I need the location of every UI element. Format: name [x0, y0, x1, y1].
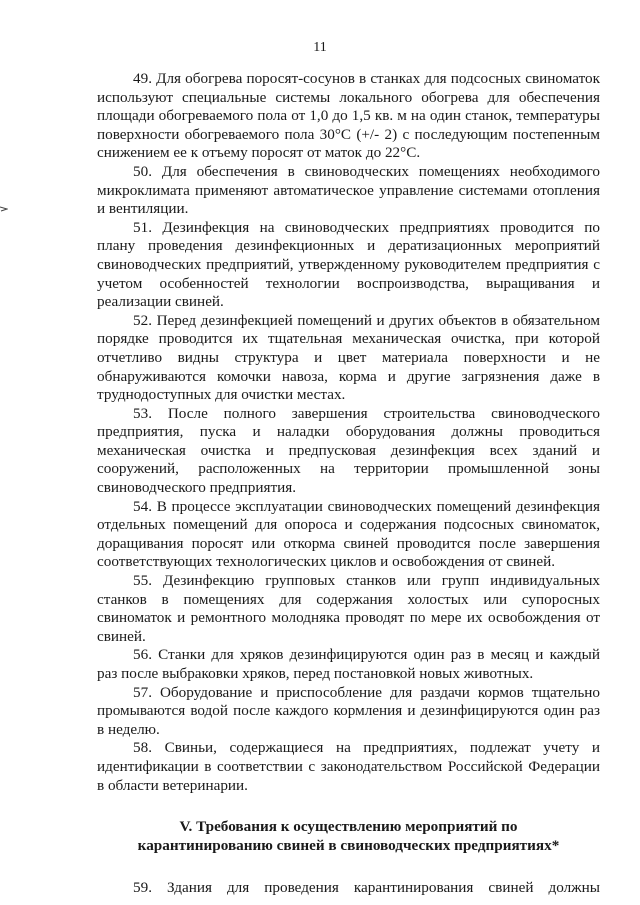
paragraph-55: 55. Дезинфекцию групповых станков или групп индивидуальных станков в помещениях для содержания холостых или супоросных свиноматок и ремонтного молодняка проводят по мере их освобождения от свиней.	[97, 572, 600, 645]
paragraph-51: 51. Дезинфекция на свиноводческих предприятиях проводится по плану проведения дезинфекционных и дератизационных мероприятий свиноводческих предприятий, утвержденному руководителем предприятия с учетом особенностей технологии воспроизводства, выращивания и реализации свиней.	[97, 218, 600, 311]
paragraph-59: 59. Здания для проведения карантинирования свиней должны	[133, 879, 601, 897]
section-heading-line-2: карантинированию свиней в свиноводческих предприятиях*	[137, 837, 560, 855]
page-number: 11	[313, 40, 327, 55]
paragraph-52: 52. Перед дезинфекцией помещений и других объектов в обязательном порядке проводится их тщательная механическая очистка, при которой отчетливо видны структура и цвет материала поверхности и не обнаруживаются комочки навоза, корма и другие загрязнения даже в труднодоступных для очистки местах.	[97, 311, 601, 404]
paragraph-53: 53. После полного завершения строительства свиноводческого предприятия, пуска и наладки оборудования должны проводиться механическая очистка и предпусковая дезинфекция всех зданий и сооружений, расположенных на территории промышленной зоны свиноводческого предприятия.	[97, 404, 600, 497]
margin-mark	[0, 206, 8, 212]
paragraph-49: 49. Для обогрева поросят-сосунов в станках для подсосных свиноматок используют специальные системы локального обогрева для обеспечения площади обогреваемого пола от 1,0 до 1,5 кв. м на один станок, температуры поверхности обогреваемого пола 30°С (+/- 2) с последующим постепенным снижением ее к отъему поросят от маток до 22°С.	[97, 70, 600, 162]
section-heading	[97, 817, 600, 855]
document-body	[97, 70, 600, 898]
paragraph-58: 58. Свиньи, содержащиеся на предприятиях, подлежат учету и идентификации в соответствии с законодательством Российской Федерации в области ветеринарии.	[97, 739, 601, 794]
paragraph-56: 56. Станки для хряков дезинфицируются один раз в месяц и каждый раз после выбраковки хряков, перед постановкой новых животных.	[97, 646, 601, 682]
section-heading-line-1: V. Требования к осуществлению мероприятий по	[179, 818, 518, 836]
paragraph-50: 50. Для обеспечения в свиноводческих помещениях необходимого микроклимата применяют автоматическое управление системами отопления и вентиляции.	[97, 162, 601, 218]
paragraph-54: 54. В процессе эксплуатации свиноводческих помещений дезинфекция отдельных помещений для опороса и содержания подсосных свиноматок, доращивания поросят или откорма свиней проводится после завершения соответствующих технологических циклов и освобождения от свиней.	[97, 497, 601, 571]
paragraph-57: 57. Оборудование и приспособление для раздачи кормов тщательно промываются водой после каждого кормления и дезинфицируются один раз в неделю.	[97, 683, 600, 738]
